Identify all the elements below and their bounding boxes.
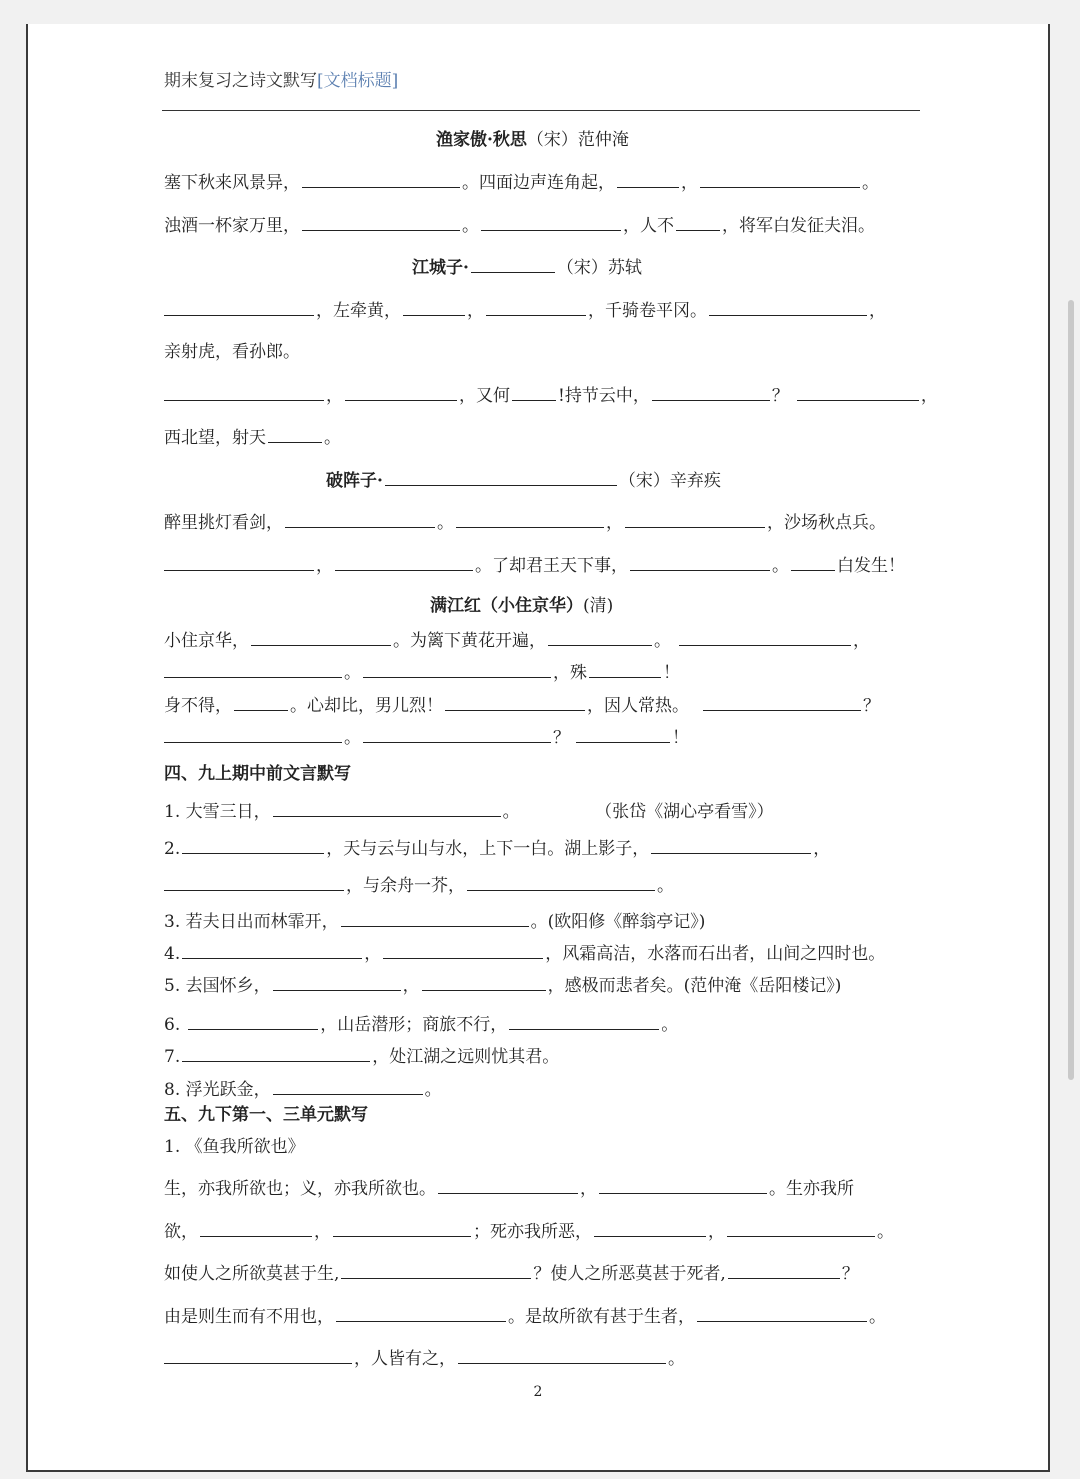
text: ， [708,1222,725,1242]
answer-blank[interactable] [164,1346,352,1364]
text: 欲， [164,1222,198,1242]
answer-blank[interactable] [697,1304,867,1322]
answer-blank[interactable] [164,553,314,571]
answer-blank[interactable] [509,1012,659,1030]
text: ， [316,556,333,576]
text: 6. [164,1015,181,1035]
text: 。四面边声连角起， [462,173,615,193]
text: ，感极而悲者矣。(范仲淹《岳阳楼记》) [547,976,842,996]
text: 。生亦我所 [769,1179,854,1199]
text: ，人不 [623,216,674,236]
answer-blank[interactable] [467,873,655,891]
header-tag: [文档标题] [317,71,399,91]
text: 。(欧阳修《醉翁亭记》) [530,912,706,932]
answer-blank[interactable] [182,836,324,854]
answer-blank[interactable] [363,725,551,743]
text: 身不得， [164,696,232,716]
poem-1-line-2 [164,213,875,238]
answer-blank[interactable] [617,170,679,188]
text: ，风霜高洁，水落而石出者，山间之四时也。 [545,944,886,964]
text: ， [364,944,382,964]
answer-blank[interactable] [251,628,391,646]
text: 。 [869,1307,886,1327]
poem-4-line-2 [164,660,680,685]
text: 1. 大雪三日， [164,802,271,822]
text: ， [326,386,343,406]
text: 由是则生而有不用也， [164,1307,334,1327]
question-4-2 [164,836,830,861]
question-4-8 [164,1077,442,1102]
text: ， [681,173,698,193]
answer-blank[interactable] [625,510,765,528]
text: 。是故所欲有甚于生者， [508,1307,695,1327]
text: ？ [553,728,570,748]
answer-blank[interactable] [676,213,720,231]
text: 。 [862,173,879,193]
text: ， [853,631,870,651]
text: ？ [771,386,789,406]
text: 。了却君王天下事， [475,556,628,576]
answer-blank[interactable] [273,799,501,817]
text: ？使人之所恶莫甚于死者, [533,1264,726,1284]
answer-blank[interactable] [341,909,529,927]
text: 8. 浮光跃金， [164,1080,271,1100]
answer-blank[interactable] [797,383,919,401]
answer-blank[interactable] [273,1077,423,1095]
answer-blank[interactable] [164,298,314,316]
text: （张岱《湖心亭看雪》） [603,802,774,822]
text: ， [402,976,420,996]
text: ，人皆有之， [354,1349,456,1369]
question-4-1 [164,799,774,824]
poem-1-line-1 [164,170,879,195]
answer-blank[interactable] [182,941,362,959]
answer-blank[interactable] [652,383,770,401]
text: ，因人常热。 [587,696,689,716]
poem-3-title-line [326,468,721,493]
text: 如使人之所欲莫甚于生, [164,1264,340,1284]
poem-4-line-4 [164,725,689,750]
text: ，山岳潜形；商旅不行， [320,1015,508,1035]
answer-blank[interactable] [651,836,811,854]
answer-blank[interactable] [599,1176,767,1194]
answer-blank[interactable] [679,628,851,646]
answer-blank[interactable] [445,693,585,711]
answer-blank[interactable] [363,660,551,678]
poem-3-meta: （宋）辛弃疾 [618,471,721,491]
page-header [164,66,398,91]
answer-blank[interactable] [458,1346,666,1364]
poem-2-line-4 [164,425,341,450]
text: ， [813,839,831,859]
text: ，将军白发征夫泪。 [722,216,875,236]
answer-blank[interactable] [302,170,460,188]
answer-blank[interactable] [335,553,473,571]
answer-blank[interactable] [727,1219,875,1237]
text: 。 [877,1222,894,1242]
text: ，千骑卷平冈。 [588,301,707,321]
section-5-line-5 [164,1346,685,1371]
text: 。 [772,556,789,576]
poem-4-line-3 [164,693,880,718]
text: ！ [672,728,689,748]
text: ，处江湖之远则忧其君。 [372,1047,560,1067]
section-5-subtitle: 1. 《鱼我所欲也》 [164,1137,305,1157]
answer-blank[interactable] [164,383,324,401]
answer-blank[interactable] [164,725,342,743]
question-4-6 [164,1012,678,1037]
poem-3-line-2 [164,553,905,578]
text: 4. [164,944,181,964]
poem-1-meta: （宋）范仲淹 [526,130,629,150]
answer-blank[interactable] [512,383,556,401]
text: 。心却比，男儿烈！ [290,696,443,716]
answer-blank[interactable] [589,660,661,678]
text: 。 [654,631,671,651]
text: ，左牵黄， [316,301,401,321]
text: ， [606,513,623,533]
text: ， [869,301,886,321]
question-4-7 [164,1044,559,1069]
answer-blank[interactable] [548,628,652,646]
poem-2-line-2 [164,340,300,364]
text: ，沙场秋点兵。 [767,513,886,533]
answer-blank[interactable] [791,553,835,571]
text: 。 [324,428,341,448]
text: !持节云中， [558,386,650,406]
document-page [26,24,1050,1472]
poem-3-line-1 [164,510,886,535]
answer-blank[interactable] [302,213,460,231]
section-5-line-4 [164,1304,886,1329]
text: ；死亦我所恶， [473,1222,592,1242]
text: 。 [462,216,479,236]
text: 生，亦我所欲也；义，亦我所欲也。 [164,1179,436,1199]
text: ，殊 [553,663,587,683]
text: ， [314,1222,331,1242]
text: ？ [841,1264,859,1284]
answer-blank[interactable] [403,298,465,316]
text: ，天与云与山与水，上下一白。湖上影子， [326,839,650,859]
answer-blank[interactable] [268,425,322,443]
header-title: 期末复习之诗文默写 [164,71,317,91]
poem-2-title: 江城子· [412,258,469,278]
text: 。 [437,513,454,533]
answer-blank[interactable] [341,1261,531,1279]
poem-2-line-1 [164,298,886,323]
section-5-line-3 [164,1261,859,1286]
question-4-5 [164,973,841,998]
answer-blank[interactable] [422,973,546,991]
question-4-3 [164,909,705,934]
text: 白发生！ [837,556,905,576]
poem-4-title-line [430,594,613,618]
poem-2-line-3 [164,383,938,408]
text: 。 [344,728,361,748]
section-5-line-2 [164,1219,894,1244]
text: 5. 去国怀乡， [164,976,271,996]
answer-blank[interactable] [700,170,860,188]
text: 亲射虎，看孙郎。 [164,342,300,362]
poem-2-title-line [412,255,642,280]
section-5-line-1 [164,1176,854,1201]
answer-blank[interactable] [164,660,342,678]
answer-blank[interactable] [188,1012,318,1030]
answer-blank[interactable] [481,213,621,231]
text: 西北望，射天 [164,428,266,448]
text: 3. 若夫日出而林霏开， [164,912,339,932]
text: 2. [164,839,181,859]
text: ！ [663,663,680,683]
answer-blank[interactable] [630,553,770,571]
scrollbar[interactable] [1068,300,1074,1080]
text: ，又何 [459,386,510,406]
poem-1-title-line [436,128,629,152]
text: 浊酒一杯家万里， [164,216,300,236]
answer-blank[interactable] [336,1304,506,1322]
answer-blank[interactable] [594,1219,706,1237]
answer-blank[interactable] [345,383,457,401]
text: ？ [863,696,880,716]
text: 7. [164,1047,181,1067]
answer-blank[interactable] [576,725,670,743]
text: ， [580,1179,597,1199]
text: 。 [661,1015,679,1035]
answer-blank[interactable] [385,468,617,486]
text: 。 [502,802,520,822]
text: 。 [657,876,674,896]
text: ， [467,301,484,321]
answer-blank[interactable] [456,510,604,528]
text: 。为篱下黄花开遍， [393,631,546,651]
text: 醉里挑灯看剑， [164,513,283,533]
answer-blank[interactable] [728,1261,840,1279]
answer-blank[interactable] [709,298,867,316]
section-5-heading: 五、九下第一、三单元默写 [164,1105,368,1125]
header-divider [162,110,920,111]
answer-blank[interactable] [486,298,586,316]
question-4-4 [164,941,885,966]
question-4-2-cont [164,873,674,898]
text: ， [920,386,938,406]
text: 塞下秋来风景异， [164,173,300,193]
text: 小住京华， [164,631,249,651]
poem-4-title: 满江红（小住京华） [430,596,583,616]
poem-4-meta: (清) [583,596,614,616]
answer-blank[interactable] [164,873,344,891]
answer-blank[interactable] [703,693,861,711]
text: 。 [344,663,361,683]
answer-blank[interactable] [285,510,435,528]
poem-2-meta: （宋）苏轼 [556,258,642,278]
answer-blank[interactable] [234,693,288,711]
answer-blank[interactable] [438,1176,578,1194]
answer-blank[interactable] [182,1044,370,1062]
answer-blank[interactable] [200,1219,312,1237]
text: 。 [424,1080,442,1100]
page-number: 2 [533,1384,543,1400]
text: ，与余舟一芥， [346,876,465,896]
poem-4-line-1 [164,628,870,653]
poem-1-title: 渔家傲·秋思 [436,130,527,150]
poem-3-title: 破阵子· [326,471,383,491]
answer-blank[interactable] [471,255,555,273]
text: 。 [668,1349,685,1369]
answer-blank[interactable] [273,973,401,991]
answer-blank[interactable] [333,1219,471,1237]
section-4-heading: 四、九上期中前文言默写 [164,764,351,784]
answer-blank[interactable] [383,941,543,959]
